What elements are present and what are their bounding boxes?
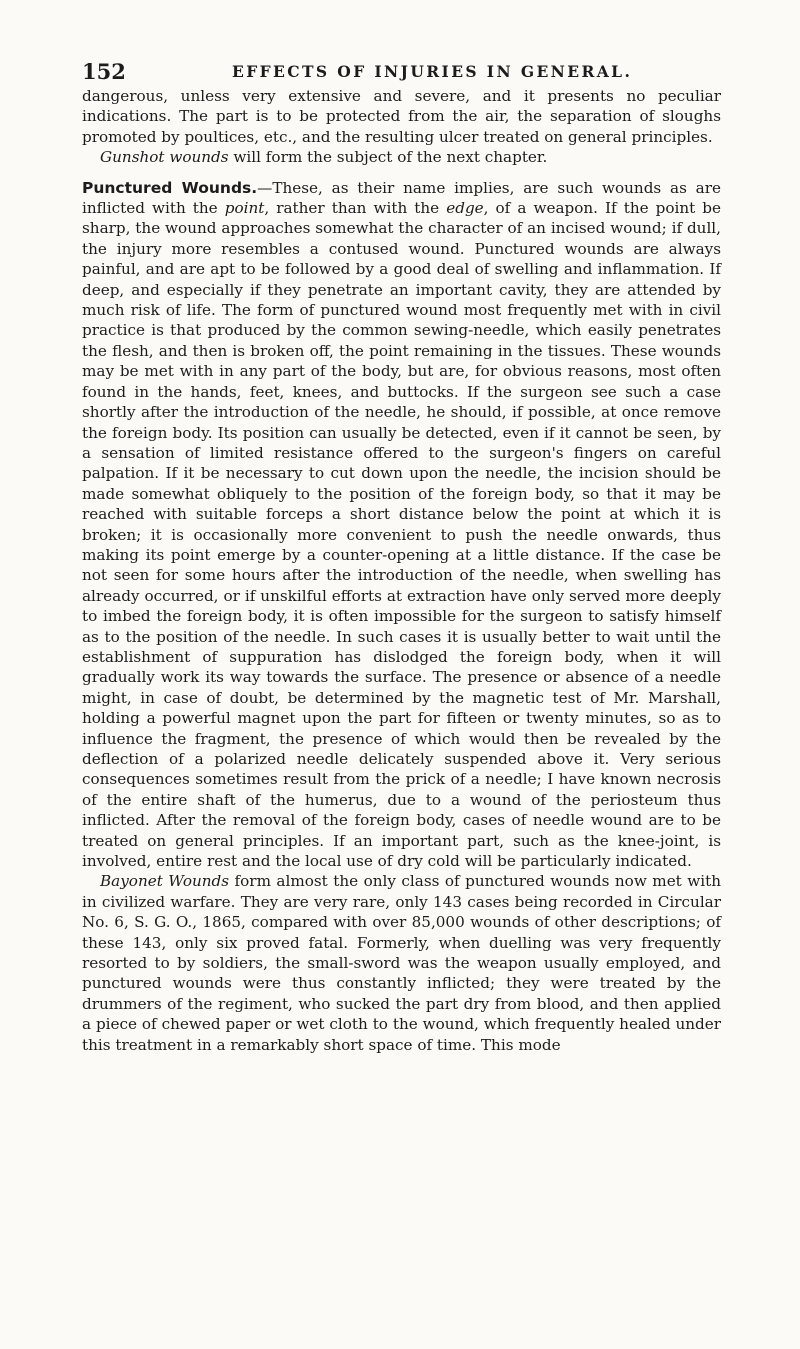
paragraph-gunshot	[82, 147, 721, 167]
paragraph-bayonet-wounds	[82, 871, 721, 1055]
term-edge: edge	[446, 199, 484, 218]
page-header	[82, 58, 722, 86]
running-head: EFFECTS OF INJURIES IN GENERAL.	[232, 62, 633, 81]
punctured-text-c: , of a weapon. If the point be sharp, the wound approaches somewhat the character of an incised wound; if dull, the injury more resembles a contused wound. Punctured wounds are always painful, and are apt to be followed by a good deal of swelling and inflammation. If deep, and especially if they penetrate an important cavity, they are attended by much risk of life. The form of punctured wound most frequently met with in civil practice is that produced by the common sewing-needle, which easily penetrates the flesh, and then is broken off, the point remaining in the tissues. These wounds may be met with in any part of the body, but are, for obvious reasons, most often found in the hands, feet, knees, and buttocks. If the surgeon see such a case shortly after the introduction of the needle, he should, if possible, at once remove the foreign body. Its position can usually be detected, even if it cannot be seen, by a sensation of limited resistance offered to the surgeon's fingers on careful palpation. If it be necessary to cut down upon the needle, the incision should be made somewhat obliquely to the position of the foreign body, so that it may be reached with suitable forceps a short distance below the point at which it is broken; it is occasionally more convenient to push the needle onwards, thus making its point emerge by a counter-opening at a little distance. If the case be not seen for some hours after the introduction of the needle, when swelling has already occurred, or if unskilful efforts at extraction have only served more deeply to imbed the foreign body, it is often impossible for the surgeon to satisfy himself as to the position of the needle. In such cases it is usually better to wait until the establishment of suppuration has dislodged the foreign body, when it will gradually work its way towards the surface. The presence or absence of a needle might, in case of doubt, be determined by the magnetic test of Mr. Marshall, holding a powerful magnet upon the part for fifteen or twenty minutes, so as to influence the fragment, the presence of which would then be revealed by the deflection of a polarized needle delicately suspended above it. Very serious consequences sometimes result from the prick of a needle; I have known necrosis of the entire shaft of the humerus, due to a wound of the periosteum thus inflicted. After the removal of the foreign body, cases of needle wound are to be treated on general principles. If an important part, such as the knee-joint, is involved, entire rest and the local use of dry cold will be particularly indicated.	[82, 199, 722, 871]
page-number: 152	[82, 59, 126, 84]
gunshot-text: will form the subject of the next chapter.	[228, 148, 548, 167]
section-heading: Punctured Wounds.	[82, 178, 258, 197]
body-text	[82, 86, 721, 1055]
term-point: point	[224, 199, 265, 218]
bayonet-term: Bayonet Wounds	[100, 872, 230, 891]
paragraph-continuation: dangerous, unless very extensive and severe, and it presents no peculiar indications. The part is to be protected from the air, the separation of sloughs promoted by poultices, etc., and the resulting ulcer treated on general principles.	[82, 87, 721, 146]
bayonet-text: form almost the only class of punctured wounds now met with in civilized warfare. They are very rare, only 143 cases being recorded in Circular No. 6, S. G. O., 1865, compared with over 85,000 wounds of other descriptions; of these 143, only six proved fatal. Formerly, when duelling was very frequently resorted to by soldiers, the small-sword was the weapon usually employed, and punctured wounds were thus constantly inflicted; they were treated by the drummers of the regiment, who sucked the part dry from blood, and then applied a piece of chewed paper or wet cloth to the wound, which frequently healed under this treatment in a remarkably short space of time. This mode	[82, 872, 721, 1054]
punctured-text-a: —These, as their name implies, are such wounds as are inflicted with the	[82, 178, 721, 218]
gunshot-term: Gunshot wounds	[100, 148, 229, 167]
punctured-text-b: , rather than with the	[264, 199, 447, 218]
paragraph-punctured-wounds	[82, 178, 721, 872]
